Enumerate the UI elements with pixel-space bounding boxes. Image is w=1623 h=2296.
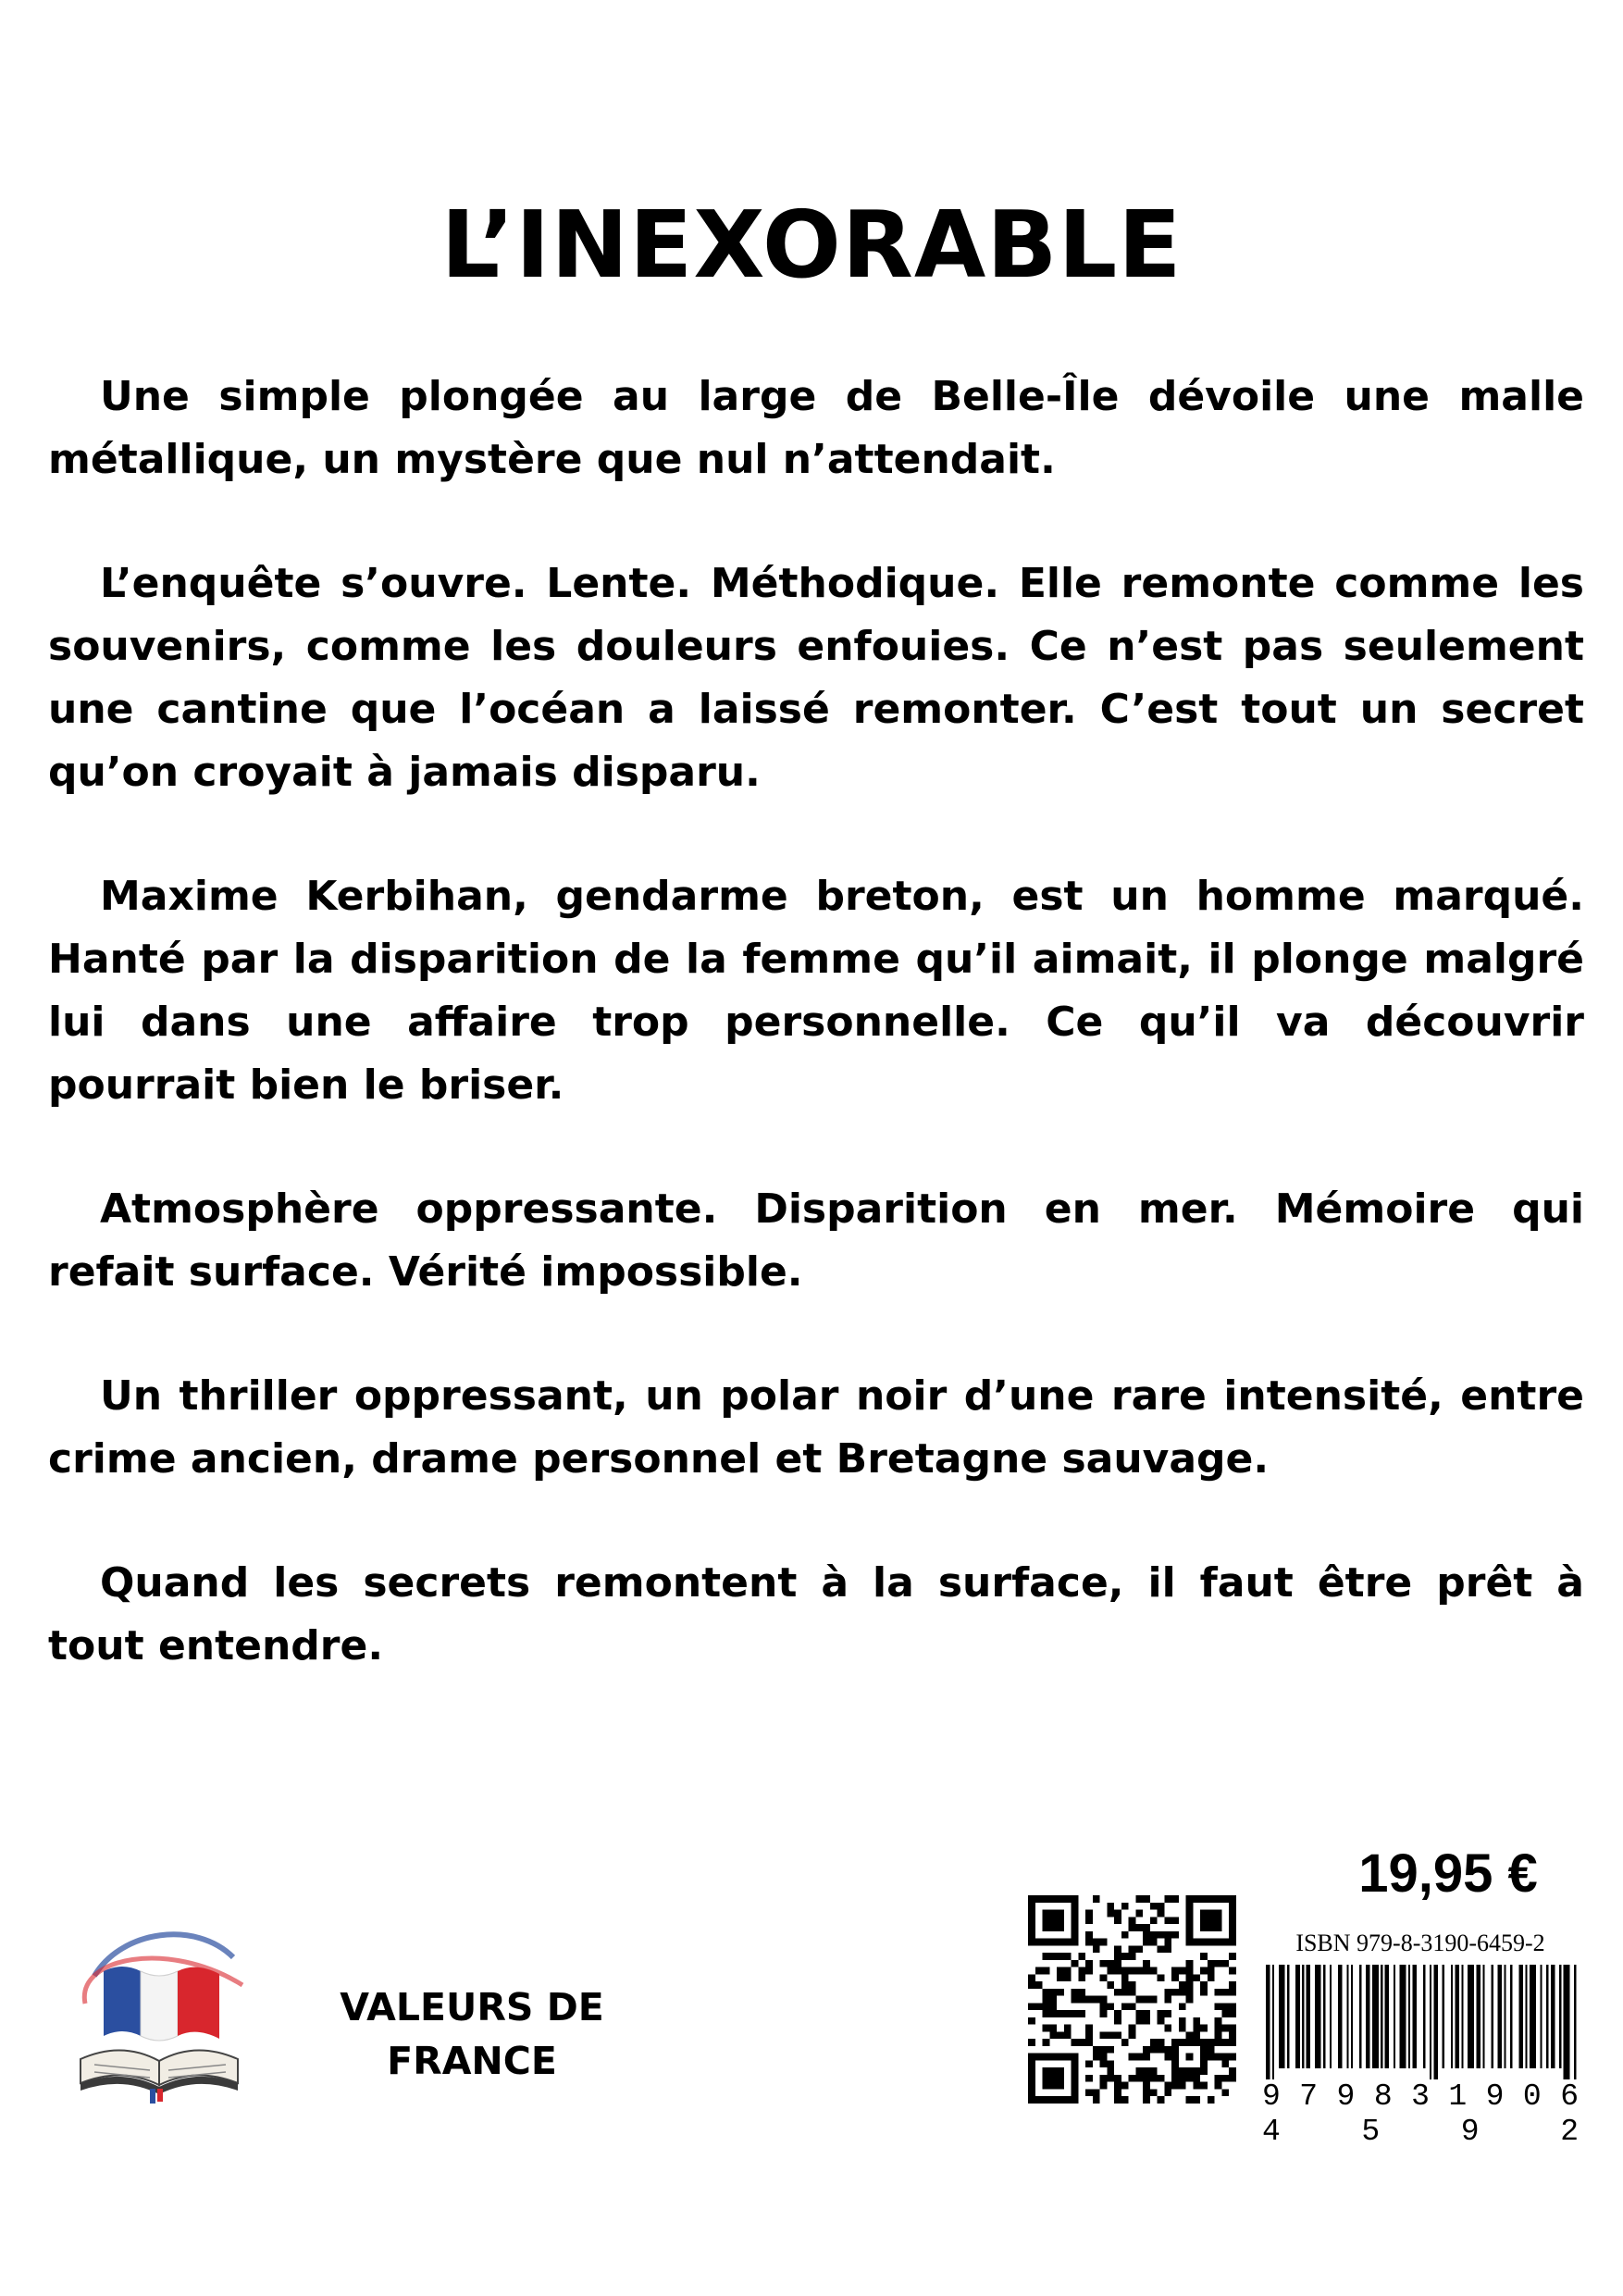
barcode-bar	[1504, 1965, 1505, 2068]
publisher-line-1: VALEURS DE	[340, 1985, 604, 2029]
barcode-bar	[1482, 1965, 1484, 2068]
barcode-bar	[1394, 1965, 1395, 2068]
barcode-bar	[1497, 1965, 1502, 2068]
publisher-line-2: FRANCE	[387, 2039, 557, 2083]
blurb-paragraph: Maxime Kerbihan, gendarme breton, est un homme marqué. Hanté par la disparition de la femme qu’il aimait, il plonge malgré lui dans une affaire trop personnelle. Ce qu’il va découvrir pourrait bien le briser.	[48, 873, 1584, 1109]
barcode-bar	[1266, 1965, 1270, 2079]
barcode-bar	[1338, 1965, 1343, 2068]
barcode-bar	[1525, 1965, 1527, 2068]
blurb-paragraph: Atmosphère oppressante. Disparition en mer. Mémoire qui refait surface. Vérité impossible.	[48, 1185, 1584, 1296]
barcode-bar	[1307, 1965, 1311, 2068]
barcode-bar	[1530, 1965, 1536, 2068]
barcode-icon	[1266, 1965, 1580, 2079]
blurb-paragraph: Un thriller oppressant, un polar noir d’une rare intensité, entre crime ancien, drame personnel et Bretagne sauvage.	[48, 1372, 1584, 1483]
barcode-bar	[1468, 1965, 1474, 2068]
price: 19,95 €	[1358, 1843, 1538, 1904]
barcode-bar	[1408, 1965, 1410, 2068]
barcode-bar	[1443, 1965, 1444, 2068]
barcode-bar	[1564, 1965, 1570, 2079]
publisher-name	[315, 1980, 629, 2088]
barcode-bar	[1455, 1965, 1459, 2068]
barcode-digits: 9 7 9 8 3 1 9 0 6 4 5 9 2	[1262, 2079, 1579, 2149]
barcode-bar	[1551, 1965, 1555, 2068]
barcode-bar	[1323, 1965, 1325, 2068]
barcode-bar	[1330, 1965, 1332, 2068]
barcode-bar	[1400, 1965, 1406, 2068]
barcode-bar	[1381, 1965, 1382, 2068]
book-with-french-flag-icon	[57, 1920, 261, 2105]
blurb-paragraph: L’enquête s’ouvre. Lente. Méthodique. Elle remonte comme les souvenirs, comme les douleurs enfouies. Ce n’est pas seulement une cantine que l’océan a laissé remonter. C’est tout un secret qu’on croyait à jamais disparu.	[48, 560, 1584, 796]
barcode-bar	[1559, 1965, 1561, 2068]
barcode-bar	[1351, 1965, 1353, 2068]
barcode-bar	[1359, 1965, 1361, 2068]
barcode-bar	[1366, 1965, 1370, 2068]
barcode-bar	[1279, 1965, 1285, 2068]
barcode-bar	[1385, 1965, 1390, 2068]
barcode-bar	[1546, 1965, 1548, 2068]
blurb-paragraph: Quand les secrets remontent à la surface, il faut être prêt à tout entendre.	[48, 1559, 1584, 1669]
barcode-bar	[1315, 1965, 1321, 2068]
barcode-bar	[1461, 1965, 1463, 2068]
barcode-block	[1258, 1930, 1582, 2149]
barcode-bar	[1433, 1965, 1438, 2079]
barcode-bar	[1302, 1965, 1304, 2068]
barcode-bar	[1346, 1965, 1348, 2068]
barcode-bar	[1518, 1965, 1523, 2068]
barcode-bar	[1492, 1965, 1493, 2068]
barcode-bar	[1287, 1965, 1289, 2068]
barcode-bar	[1574, 1965, 1576, 2079]
barcode-bar	[1423, 1965, 1425, 2068]
qr-code-icon	[1028, 1895, 1236, 2104]
back-cover-blurb	[48, 366, 1584, 1739]
barcode-bar	[1372, 1965, 1379, 2068]
barcode-bar	[1510, 1965, 1512, 2068]
barcode-bar	[1295, 1965, 1300, 2068]
barcode-bar	[1430, 1965, 1431, 2079]
barcode-bar	[1272, 1965, 1274, 2079]
barcode-bar	[1451, 1965, 1453, 2068]
isbn-label: ISBN 979-8-3190-6459-2	[1295, 1930, 1545, 1956]
barcode-bar	[1476, 1965, 1481, 2068]
book-title: L’INEXORABLE	[440, 191, 1183, 299]
blurb-paragraph: Une simple plongée au large de Belle-Île dévoile une malle métallique, un mystère que nul n’attendait.	[48, 373, 1584, 483]
barcode-bar	[1413, 1965, 1418, 2068]
barcode-bar	[1540, 1965, 1542, 2068]
